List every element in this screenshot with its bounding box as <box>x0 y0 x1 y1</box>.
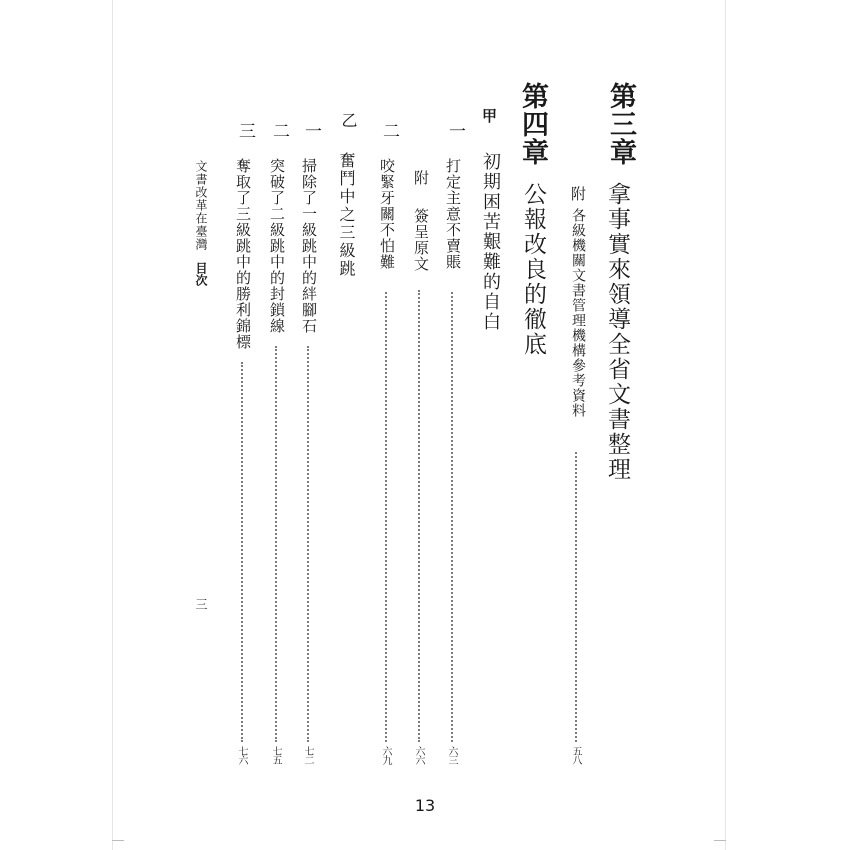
chapter-3-label: 第三章 <box>605 82 636 166</box>
toc-leader <box>385 292 387 742</box>
section-yi-title: 奮鬥中之三級跳 <box>337 152 356 278</box>
chapter-3-appendix-title: 各級機關文書管理機構參考資料 <box>570 208 586 418</box>
chapter-3-title: 拿事實來領導全省文書整理 <box>604 182 630 482</box>
section-jia-label: 甲 <box>480 108 498 123</box>
item-page: 六三 <box>446 746 457 764</box>
section-yi-label: 乙 <box>339 112 358 128</box>
toc-leader <box>418 290 420 742</box>
crop-mark <box>112 840 124 841</box>
toc-leader <box>275 346 277 742</box>
chapter-3-appendix-page: 五八 <box>570 746 581 764</box>
crop-mark <box>714 840 726 841</box>
running-head-section: 目次 <box>194 262 208 286</box>
item-page: 七六 <box>236 746 247 764</box>
running-head-folio: 三 <box>194 598 208 610</box>
chapter-3-appendix-label: 附 <box>569 186 587 201</box>
item-page: 六九 <box>380 746 391 764</box>
toc-leader <box>575 452 577 742</box>
item-title: 奪取了三級跳中的勝利錦標 <box>234 158 252 350</box>
item-prefix: 附 <box>412 170 430 185</box>
page-number: 13 <box>414 796 436 815</box>
book-page <box>112 0 726 850</box>
item-number: 二 <box>379 122 399 139</box>
item-page: 六六 <box>413 746 424 764</box>
item-number: 三 <box>235 122 255 139</box>
chapter-4-title: 公報改良的徹底 <box>520 182 546 357</box>
toc-leader <box>307 346 309 742</box>
toc-leader <box>451 292 453 742</box>
item-title: 簽呈原文 <box>412 208 430 272</box>
item-title: 突破了二級跳中的封鎖線 <box>268 158 286 334</box>
item-title: 咬緊牙關不怕難 <box>378 158 396 270</box>
item-number: 一 <box>301 122 321 139</box>
item-number: 二 <box>269 122 289 139</box>
section-jia-title: 初期困苦艱難的自白 <box>480 152 501 332</box>
item-page: 七五 <box>270 746 281 764</box>
toc-leader <box>241 362 243 742</box>
chapter-4-label: 第四章 <box>517 82 548 166</box>
item-title: 掃除了一級跳中的絆腳石 <box>300 158 318 334</box>
item-number: 一 <box>445 122 465 139</box>
item-page: 七二 <box>302 746 313 764</box>
item-title: 打定主意不賣賬 <box>444 158 462 270</box>
running-head-book-title: 文書改革在臺灣 <box>194 160 208 251</box>
